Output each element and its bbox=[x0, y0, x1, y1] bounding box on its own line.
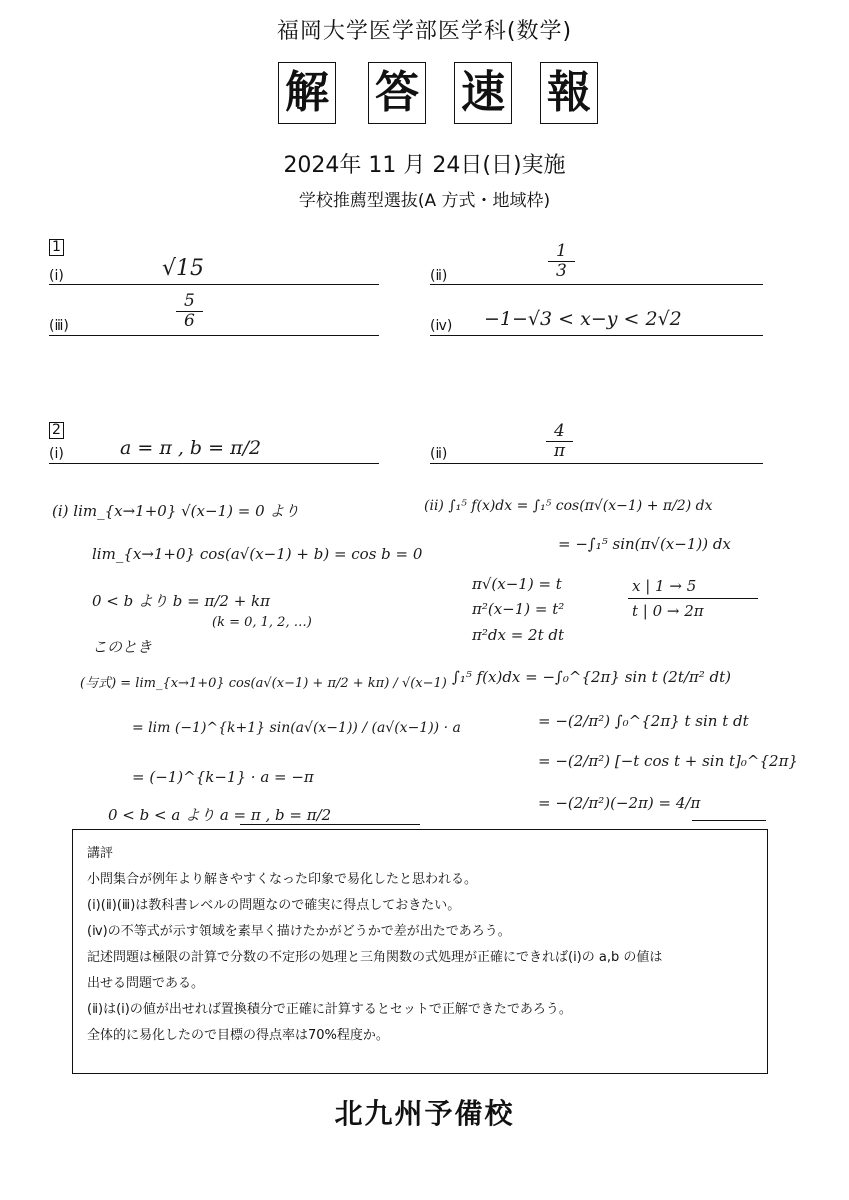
kanji-box-4: 報 bbox=[540, 62, 598, 124]
q1-iv-answer: −1−√3 < x−y < 2√2 bbox=[484, 308, 682, 330]
q2-ii-answer bbox=[546, 422, 573, 461]
q1-iii-answer bbox=[176, 292, 203, 331]
question-1-number: 1 bbox=[49, 239, 64, 256]
kanji-box-1: 解 bbox=[278, 62, 336, 124]
work-right-line: = −∫₁⁵ sin(π√(x−1)) dx bbox=[558, 535, 731, 553]
work-left-line: = lim (−1)^{k+1} sin(a√(x−1)) / (a√(x−1)) · a bbox=[132, 720, 461, 736]
q1-i-line bbox=[49, 284, 379, 285]
review-heading: 講評 bbox=[87, 846, 114, 861]
exam-date: 2024年 11 月 24日(日)実施 bbox=[283, 153, 566, 178]
q2-ii-line bbox=[430, 463, 763, 464]
substitution-table-line bbox=[628, 598, 758, 599]
q1-ii-numerator: 1 bbox=[548, 242, 575, 262]
work-right-line: π²(x−1) = t² bbox=[472, 600, 565, 618]
q2-i-label: (ⅰ) bbox=[49, 446, 64, 462]
q1-ii-label: (ⅱ) bbox=[430, 268, 448, 284]
work-right-line: = −(2/π²) ∫₀^{2π} t sin t dt bbox=[538, 712, 749, 730]
review-line: (ⅰ)(ⅱ)(ⅲ)は教科書レベルの問題なので確実に得点しておきたい。 bbox=[87, 898, 461, 913]
review-line: 記述問題は極限の計算で分数の不定形の処理と三角関数の式処理が正確にできれば(ⅰ)の a,b の値は bbox=[87, 950, 663, 965]
work-right-line: = −(2/π²)(−2π) = 4/π bbox=[538, 794, 701, 812]
q2-ii-numerator: 4 bbox=[546, 422, 573, 442]
exam-subtitle: 学校推薦型選抜(A 方式・地域枠) bbox=[298, 191, 551, 211]
final-answer-underline bbox=[692, 820, 766, 821]
kanji-box-3: 速 bbox=[454, 62, 512, 124]
work-left-line: = (−1)^{k−1} · a = −π bbox=[132, 768, 314, 786]
q1-i-answer: √15 bbox=[162, 256, 205, 281]
q1-ii-answer bbox=[548, 242, 575, 281]
q2-ii-denominator: π bbox=[553, 441, 565, 461]
q1-iii-label: (ⅲ) bbox=[49, 318, 69, 334]
q1-iii-numerator: 5 bbox=[176, 292, 203, 312]
q1-iv-label: (ⅳ) bbox=[430, 318, 453, 334]
q1-iii-line bbox=[49, 335, 379, 336]
work-right-line: = −(2/π²) [−t cos t + sin t]₀^{2π} bbox=[538, 752, 798, 770]
work-right-line: ∫₁⁵ f(x)dx = −∫₀^{2π} sin t (2t/π² dt) bbox=[452, 668, 732, 686]
review-line: (ⅳ)の不等式が示す領域を素早く描けたかがどうかで差が出たであろう。 bbox=[87, 924, 511, 939]
review-box bbox=[72, 829, 768, 1074]
work-right-line: (ⅱ) ∫₁⁵ f(x)dx = ∫₁⁵ cos(π√(x−1) + π/2) dx bbox=[424, 498, 713, 514]
q1-ii-line bbox=[430, 284, 763, 285]
final-answer-underline bbox=[240, 824, 420, 825]
review-line: 小問集合が例年より解きやすくなった印象で易化したと思われる。 bbox=[87, 872, 478, 887]
work-right-line: x | 1 → 5 bbox=[632, 577, 697, 595]
q1-ii-denominator: 3 bbox=[556, 261, 567, 281]
work-left-line: (与式) = lim_{x→1+0} cos(a√(x−1) + π/2 + kπ) / √(x−1) bbox=[80, 676, 447, 691]
q2-i-line bbox=[49, 463, 379, 464]
kanji-box-2: 答 bbox=[368, 62, 426, 124]
work-right-line: t | 0 → 2π bbox=[632, 602, 704, 620]
work-left-line: 0 < b より b = π/2 + kπ bbox=[92, 592, 271, 610]
work-right-line: π²dx = 2t dt bbox=[472, 626, 565, 644]
work-left-line: lim_{x→1+0} cos(a√(x−1) + b) = cos b = 0 bbox=[92, 545, 423, 563]
review-line: 出せる問題である。 bbox=[87, 976, 205, 991]
review-line: (ⅱ)は(ⅰ)の値が出せれば置換積分で正確に計算するとセットで正解できたであろう。 bbox=[87, 1002, 572, 1017]
q1-i-label: (ⅰ) bbox=[49, 268, 64, 284]
work-left-line: (ⅰ) lim_{x→1+0} √(x−1) = 0 より bbox=[52, 502, 300, 520]
q1-iii-denominator: 6 bbox=[184, 311, 195, 331]
q1-iv-line bbox=[430, 335, 763, 336]
work-left-line: 0 < b < a より a = π , b = π/2 bbox=[108, 806, 332, 824]
work-right-line: π√(x−1) = t bbox=[472, 575, 562, 593]
question-2-number: 2 bbox=[49, 422, 64, 439]
q2-ii-label: (ⅱ) bbox=[430, 446, 448, 462]
work-left-line: (k = 0, 1, 2, …) bbox=[212, 615, 312, 630]
q2-i-answer: a = π , b = π/2 bbox=[120, 437, 262, 459]
school-name: 北九州予備校 bbox=[334, 1097, 515, 1130]
page-title: 福岡大学医学部医学科(数学) bbox=[276, 19, 573, 44]
work-left-line: このとき bbox=[92, 638, 153, 656]
review-line: 全体的に易化したので目標の得点率は70%程度か。 bbox=[87, 1028, 389, 1043]
